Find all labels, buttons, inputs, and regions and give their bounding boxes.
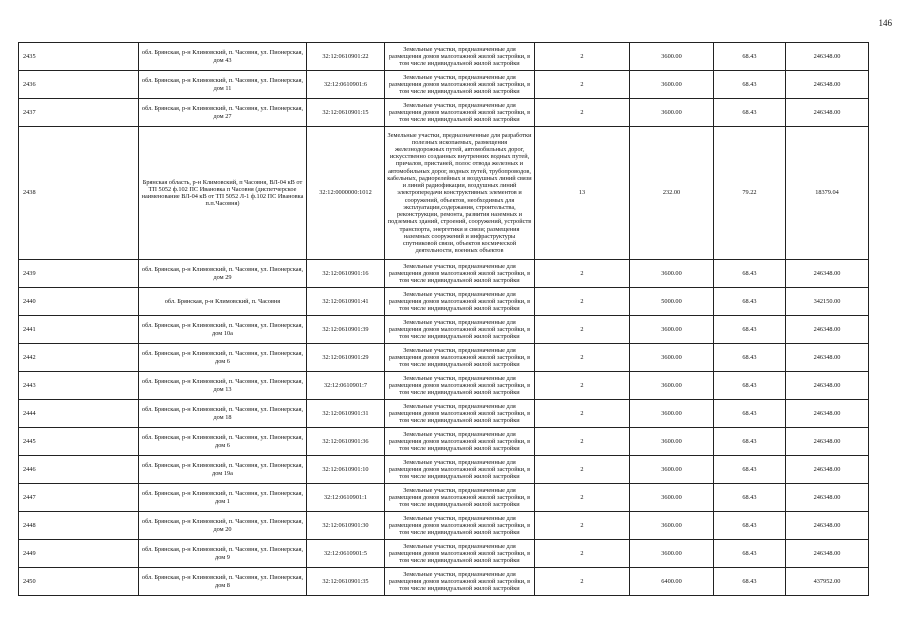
address-cell: обл. Брянская, р-н Климовский, п. Часовня, ул. Пионерская, дом 1 xyxy=(139,484,307,512)
table-row xyxy=(19,344,869,372)
land-purpose-cell: Земельные участки, предназначенные для размещения домов малоэтажной жилой застройки, в том числе индивидуальной жилой застройки xyxy=(385,484,535,512)
rate-cell: 68.43 xyxy=(714,99,786,127)
cadastral-number-cell: 32:12:0610901:16 xyxy=(307,260,385,288)
land-purpose-cell: Земельные участки, предназначенные для размещения домов малоэтажной жилой застройки, в том числе индивидуальной жилой застройки xyxy=(385,512,535,540)
address-cell: обл. Брянская, р-н Климовский, п. Часовня, ул. Пионерская, дом 29 xyxy=(139,260,307,288)
land-purpose-cell: Земельные участки, предназначенные для размещения домов малоэтажной жилой застройки, в том числе индивидуальной жилой застройки xyxy=(385,400,535,428)
group-cell: 2 xyxy=(535,456,630,484)
address-cell: Брянская область, р-н Климовский, п Часовня, ВЛ-04 кВ от ТП 5052 ф.102 ПС Ивановка п Часовня (диспетчерское наименование ВЛ-04 кВ от ТП 5052 Л-1 ф.102 ПС Ивановка п.п.Часовня) xyxy=(139,127,307,260)
cadastral-number-cell: 32:12:0610901:30 xyxy=(307,512,385,540)
rate-cell: 68.43 xyxy=(714,512,786,540)
address-cell: обл. Брянская, р-н Климовский, п. Часовня, ул. Пионерская, дом 18 xyxy=(139,400,307,428)
group-cell: 2 xyxy=(535,71,630,99)
cadastral-value-cell: 246348.00 xyxy=(786,43,869,71)
rate-cell: 68.43 xyxy=(714,540,786,568)
group-cell: 2 xyxy=(535,512,630,540)
group-cell: 2 xyxy=(535,540,630,568)
cadastral-number-cell: 32:12:0610901:39 xyxy=(307,316,385,344)
rate-cell: 68.43 xyxy=(714,456,786,484)
address-cell: обл. Брянская, р-н Климовский, п. Часовня xyxy=(139,288,307,316)
group-cell: 2 xyxy=(535,288,630,316)
address-cell: обл. Брянская, р-н Климовский, п. Часовня, ул. Пионерская, дом 11 xyxy=(139,71,307,99)
area-cell: 5000.00 xyxy=(630,288,714,316)
land-purpose-cell: Земельные участки, предназначенные для размещения домов малоэтажной жилой застройки, в том числе индивидуальной жилой застройки xyxy=(385,99,535,127)
area-cell: 3600.00 xyxy=(630,43,714,71)
land-purpose-cell: Земельные участки, предназначенные для размещения домов малоэтажной жилой застройки, в том числе индивидуальной жилой застройки xyxy=(385,288,535,316)
cadastral-number-cell: 32:12:0610901:22 xyxy=(307,43,385,71)
group-cell: 2 xyxy=(535,344,630,372)
land-purpose-cell: Земельные участки, предназначенные для размещения домов малоэтажной жилой застройки, в том числе индивидуальной жилой застройки xyxy=(385,260,535,288)
cadastral-number-cell: 32:12:0610901:10 xyxy=(307,456,385,484)
rate-cell: 68.43 xyxy=(714,428,786,456)
address-cell: обл. Брянская, р-н Климовский, п. Часовня, ул. Пионерская, дом 9 xyxy=(139,540,307,568)
area-cell: 3600.00 xyxy=(630,260,714,288)
group-cell: 2 xyxy=(535,372,630,400)
land-purpose-cell: Земельные участки, предназначенные для размещения домов малоэтажной жилой застройки, в том числе индивидуальной жилой застройки xyxy=(385,540,535,568)
address-cell: обл. Брянская, р-н Климовский, п. Часовня, ул. Пионерская, дом 6 xyxy=(139,344,307,372)
land-purpose-cell: Земельные участки, предназначенные для размещения домов малоэтажной жилой застройки, в том числе индивидуальной жилой застройки xyxy=(385,316,535,344)
table-row xyxy=(19,540,869,568)
row-number: 2440 xyxy=(19,288,139,316)
area-cell: 232.00 xyxy=(630,127,714,260)
group-cell: 2 xyxy=(535,568,630,596)
row-number: 2439 xyxy=(19,260,139,288)
row-number: 2442 xyxy=(19,344,139,372)
cadastral-value-cell: 18379.04 xyxy=(786,127,869,260)
cadastral-number-cell: 32:12:0610901:35 xyxy=(307,568,385,596)
address-cell: обл. Брянская, р-н Климовский, п. Часовня, ул. Пионерская, дом 13 xyxy=(139,372,307,400)
cadastral-number-cell: 32:12:0610901:29 xyxy=(307,344,385,372)
land-purpose-cell: Земельные участки, предназначенные для размещения домов малоэтажной жилой застройки, в том числе индивидуальной жилой застройки xyxy=(385,71,535,99)
address-cell: обл. Брянская, р-н Климовский, п. Часовня, ул. Пионерская, дом 27 xyxy=(139,99,307,127)
cadastral-number-cell: 32:12:0610901:31 xyxy=(307,400,385,428)
land-purpose-cell: Земельные участки, предназначенные для размещения домов малоэтажной жилой застройки, в том числе индивидуальной жилой застройки xyxy=(385,372,535,400)
cadastral-number-cell: 32:12:0610901:41 xyxy=(307,288,385,316)
area-cell: 3600.00 xyxy=(630,512,714,540)
table-row xyxy=(19,428,869,456)
row-number: 2447 xyxy=(19,484,139,512)
land-purpose-cell: Земельные участки, предназначенные для размещения домов малоэтажной жилой застройки, в том числе индивидуальной жилой застройки xyxy=(385,428,535,456)
row-number: 2437 xyxy=(19,99,139,127)
cadastral-value-cell: 246348.00 xyxy=(786,316,869,344)
row-number: 2449 xyxy=(19,540,139,568)
rate-cell: 68.43 xyxy=(714,288,786,316)
rate-cell: 68.43 xyxy=(714,316,786,344)
cadastral-value-cell: 246348.00 xyxy=(786,71,869,99)
table-row xyxy=(19,127,869,260)
cadastral-value-cell: 246348.00 xyxy=(786,512,869,540)
address-cell: обл. Брянская, р-н Климовский, п. Часовня, ул. Пионерская, дом 10а xyxy=(139,316,307,344)
land-purpose-cell: Земельные участки, предназначенные для размещения домов малоэтажной жилой застройки, в том числе индивидуальной жилой застройки xyxy=(385,43,535,71)
row-number: 2436 xyxy=(19,71,139,99)
cadastral-value-cell: 342150.00 xyxy=(786,288,869,316)
address-cell: обл. Брянская, р-н Климовский, п. Часовня, ул. Пионерская, дом 6 xyxy=(139,428,307,456)
row-number: 2435 xyxy=(19,43,139,71)
area-cell: 3600.00 xyxy=(630,428,714,456)
table-row xyxy=(19,484,869,512)
row-number: 2443 xyxy=(19,372,139,400)
row-number: 2438 xyxy=(19,127,139,260)
cadastral-value-cell: 246348.00 xyxy=(786,260,869,288)
cadastral-value-cell: 246348.00 xyxy=(786,540,869,568)
rate-cell: 68.43 xyxy=(714,344,786,372)
row-number: 2450 xyxy=(19,568,139,596)
cadastral-value-cell: 246348.00 xyxy=(786,456,869,484)
cadastral-number-cell: 32:12:0610901:7 xyxy=(307,372,385,400)
row-number: 2444 xyxy=(19,400,139,428)
group-cell: 2 xyxy=(535,316,630,344)
group-cell: 2 xyxy=(535,260,630,288)
table-row xyxy=(19,568,869,596)
address-cell: обл. Брянская, р-н Климовский, п. Часовня, ул. Пионерская, дом 20 xyxy=(139,512,307,540)
cadastral-value-cell: 246348.00 xyxy=(786,344,869,372)
group-cell: 2 xyxy=(535,99,630,127)
cadastral-number-cell: 32:12:0610901:36 xyxy=(307,428,385,456)
cadastral-value-cell: 246348.00 xyxy=(786,372,869,400)
group-cell: 2 xyxy=(535,43,630,71)
address-cell: обл. Брянская, р-н Климовский, п. Часовня, ул. Пионерская, дом 43 xyxy=(139,43,307,71)
cadastral-number-cell: 32:12:0610901:6 xyxy=(307,71,385,99)
cadastral-value-cell: 246348.00 xyxy=(786,428,869,456)
rate-cell: 79.22 xyxy=(714,127,786,260)
area-cell: 3600.00 xyxy=(630,540,714,568)
rate-cell: 68.43 xyxy=(714,260,786,288)
table-row xyxy=(19,43,869,71)
group-cell: 2 xyxy=(535,400,630,428)
land-purpose-cell: Земельные участки, предназначенные для разработки полезных ископаемых, размещения железнодорожных путей, автомобильных дорог, искусственно созданных внутренних водных путей, причалов, пристаней, полос отвода железных и автомобильных дорог, водных путей, трубопроводов, кабельных, радиорелейных и воздушных линий связи и линий радиофикации, воздушных линий электропередачи конструктивных элементов и сооружений, объектов, необходимых для эксплуатации,содержания, строительства, реконструкции, ремонта, развития наземных и подземных зданий, строений, сооружений, устройств транспорта, энергетики и связи; размещения наземных сооружений и инфраструктуры спутниковой связи, объектов космической деятельности, военных объектов xyxy=(385,127,535,260)
page-number: 146 xyxy=(878,18,892,28)
cadastral-number-cell: 32:12:0000000:1012 xyxy=(307,127,385,260)
cadastral-number-cell: 32:12:0610901:1 xyxy=(307,484,385,512)
table-row xyxy=(19,99,869,127)
area-cell: 3600.00 xyxy=(630,484,714,512)
land-purpose-cell: Земельные участки, предназначенные для размещения домов малоэтажной жилой застройки, в том числе индивидуальной жилой застройки xyxy=(385,456,535,484)
cadastral-value-cell: 437952.00 xyxy=(786,568,869,596)
cadastral-value-cell: 246348.00 xyxy=(786,484,869,512)
address-cell: обл. Брянская, р-н Климовский, п. Часовня, ул. Пионерская, дом 19а xyxy=(139,456,307,484)
area-cell: 3600.00 xyxy=(630,316,714,344)
land-registry-table xyxy=(18,42,869,596)
row-number: 2446 xyxy=(19,456,139,484)
row-number: 2441 xyxy=(19,316,139,344)
table-row xyxy=(19,456,869,484)
group-cell: 13 xyxy=(535,127,630,260)
cadastral-number-cell: 32:12:0610901:5 xyxy=(307,540,385,568)
address-cell: обл. Брянская, р-н Климовский, п. Часовня, ул. Пионерская, дом 8 xyxy=(139,568,307,596)
table-row xyxy=(19,260,869,288)
land-purpose-cell: Земельные участки, предназначенные для размещения домов малоэтажной жилой застройки, в том числе индивидуальной жилой застройки xyxy=(385,568,535,596)
table-row xyxy=(19,400,869,428)
rate-cell: 68.43 xyxy=(714,372,786,400)
cadastral-value-cell: 246348.00 xyxy=(786,99,869,127)
rate-cell: 68.43 xyxy=(714,43,786,71)
rate-cell: 68.43 xyxy=(714,400,786,428)
table-row xyxy=(19,372,869,400)
group-cell: 2 xyxy=(535,484,630,512)
cadastral-value-cell: 246348.00 xyxy=(786,400,869,428)
cadastral-number-cell: 32:12:0610901:15 xyxy=(307,99,385,127)
area-cell: 3600.00 xyxy=(630,344,714,372)
area-cell: 3600.00 xyxy=(630,372,714,400)
row-number: 2448 xyxy=(19,512,139,540)
land-purpose-cell: Земельные участки, предназначенные для размещения домов малоэтажной жилой застройки, в том числе индивидуальной жилой застройки xyxy=(385,344,535,372)
rate-cell: 68.43 xyxy=(714,568,786,596)
group-cell: 2 xyxy=(535,428,630,456)
table-row xyxy=(19,512,869,540)
table-row xyxy=(19,288,869,316)
row-number: 2445 xyxy=(19,428,139,456)
table-row xyxy=(19,316,869,344)
area-cell: 3600.00 xyxy=(630,99,714,127)
table-row xyxy=(19,71,869,99)
area-cell: 3600.00 xyxy=(630,400,714,428)
rate-cell: 68.43 xyxy=(714,71,786,99)
area-cell: 6400.00 xyxy=(630,568,714,596)
rate-cell: 68.43 xyxy=(714,484,786,512)
area-cell: 3600.00 xyxy=(630,71,714,99)
area-cell: 3600.00 xyxy=(630,456,714,484)
